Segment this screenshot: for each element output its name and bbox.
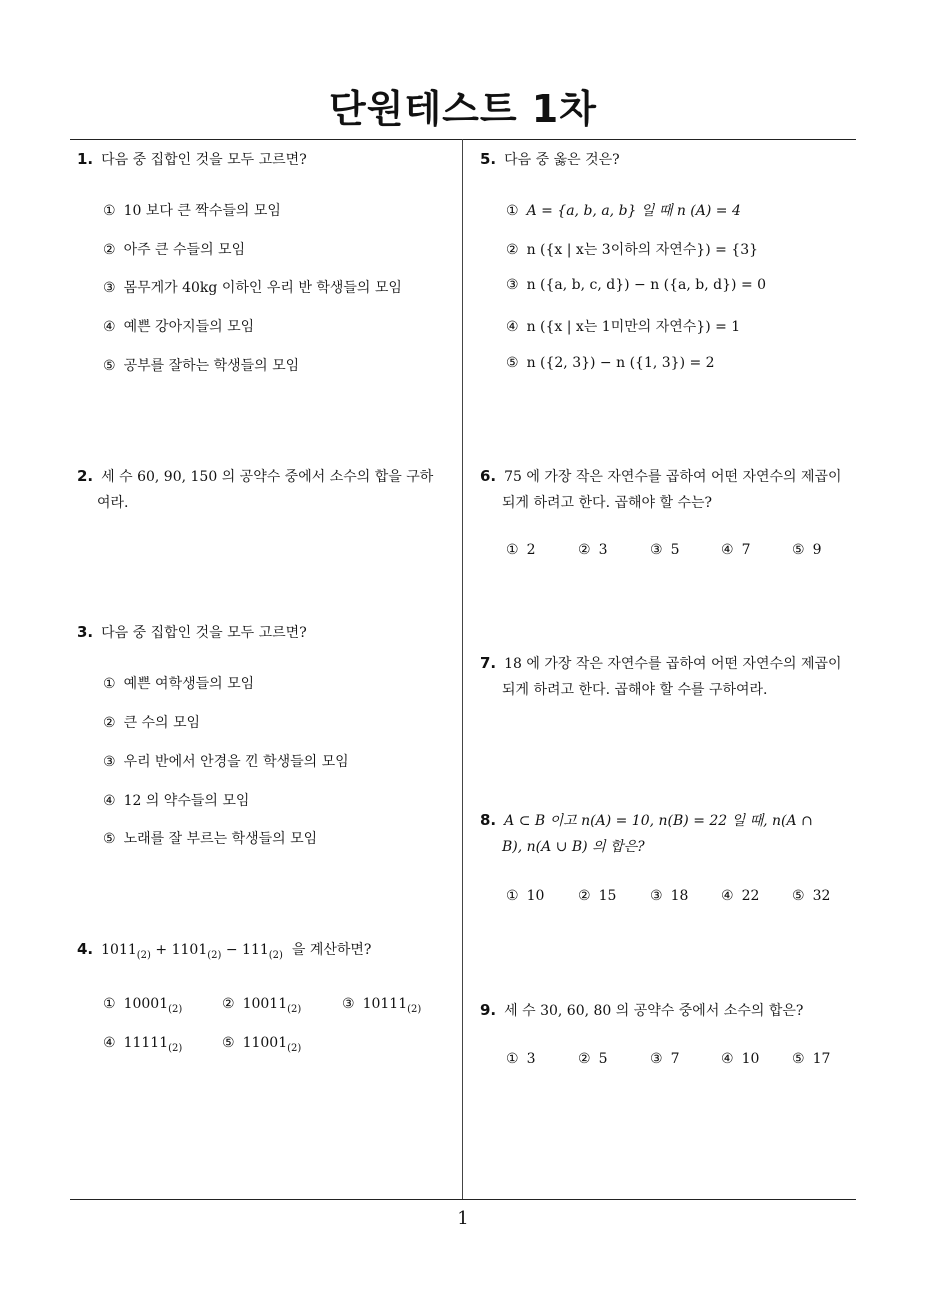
- option-mark: ④: [103, 793, 116, 809]
- q4-option-1[interactable]: [103, 996, 182, 1015]
- expr-term-3: 111: [242, 942, 269, 958]
- option-mark: ①: [506, 888, 519, 904]
- question-number: 2.: [77, 467, 94, 485]
- q6-option-4[interactable]: [721, 542, 750, 558]
- option-mark: ⑤: [792, 1051, 805, 1067]
- question-text-line1: A ⊂ B 이고 n(A) = 10, n(B) = 22 일 때, n(A ∩: [504, 813, 813, 829]
- question-4: [77, 936, 371, 969]
- option-mark: ④: [103, 1035, 116, 1051]
- q1-option-2[interactable]: [103, 239, 245, 259]
- q4-option-3[interactable]: [342, 996, 421, 1015]
- question-number: 6.: [480, 467, 497, 485]
- option-text: 큰 수의 모임: [123, 715, 201, 731]
- option-text: 11111: [123, 1035, 169, 1051]
- expr-base: (2): [268, 949, 283, 961]
- question-number: 1.: [77, 150, 94, 168]
- option-mark: ③: [650, 888, 663, 904]
- q5-option-5[interactable]: [506, 355, 715, 371]
- option-text: 예쁜 강아지들의 모임: [123, 319, 255, 335]
- option-text: 우리 반에서 안경을 낀 학생들의 모임: [123, 754, 349, 770]
- bottom-rule: [70, 1199, 856, 1200]
- option-text: 2: [526, 542, 536, 558]
- question-text-line2: 되게 하려고 한다. 곱해야 할 수는?: [502, 495, 713, 511]
- q9-option-2[interactable]: [578, 1051, 607, 1067]
- question-text: 을 계산하면?: [291, 942, 372, 958]
- q3-option-5[interactable]: [103, 828, 317, 848]
- question-text: 다음 중 집합인 것을 모두 고르면?: [101, 152, 307, 168]
- question-text-line1: 18 에 가장 작은 자연수를 곱하여 어떤 자연수의 제곱이: [504, 656, 842, 672]
- option-mark: ②: [103, 715, 116, 731]
- question-2: [77, 463, 457, 516]
- option-mark: ②: [506, 242, 519, 258]
- option-mark: ④: [721, 1051, 734, 1067]
- option-mark: ⑤: [103, 358, 116, 374]
- question-number: 5.: [480, 150, 497, 168]
- question-number: 4.: [77, 940, 94, 958]
- q4-option-4[interactable]: [103, 1035, 182, 1054]
- option-mark: ①: [103, 203, 116, 219]
- question-number: 8.: [480, 811, 497, 829]
- q9-option-5[interactable]: [792, 1051, 830, 1067]
- q8-option-3[interactable]: [650, 888, 688, 904]
- q8-option-1[interactable]: [506, 888, 544, 904]
- q8-option-5[interactable]: [792, 888, 830, 904]
- q6-option-5[interactable]: [792, 542, 821, 558]
- q9-option-3[interactable]: [650, 1051, 679, 1067]
- option-mark: ⑤: [506, 355, 519, 371]
- question-text-line2: B), n(A ∪ B) 의 합은?: [502, 839, 645, 855]
- option-text: n ({x | x는 1미만의 자연수}) = 1: [526, 319, 741, 335]
- question-number: 7.: [480, 654, 497, 672]
- option-mark: ⑤: [222, 1035, 235, 1051]
- q6-option-1[interactable]: [506, 542, 535, 558]
- q4-option-5[interactable]: [222, 1035, 301, 1054]
- question-text: 다음 중 집합인 것을 모두 고르면?: [101, 625, 307, 641]
- question-number: 9.: [480, 1001, 497, 1019]
- option-base: (2): [407, 1003, 422, 1015]
- option-text: 17: [812, 1051, 831, 1067]
- option-text: 노래를 잘 부르는 학생들의 모임: [123, 831, 318, 847]
- page-title: 단원테스트 1차: [329, 87, 597, 131]
- question-text-line1: 75 에 가장 작은 자연수를 곱하여 어떤 자연수의 제곱이: [504, 469, 842, 485]
- question-text-line1: 세 수 60, 90, 150 의 공약수 중에서 소수의 합을 구하: [101, 469, 434, 485]
- option-text: 5: [598, 1051, 608, 1067]
- option-mark: ②: [103, 242, 116, 258]
- option-mark: ③: [650, 1051, 663, 1067]
- q5-option-1[interactable]: [506, 200, 741, 220]
- option-text: 10 보다 큰 짝수들의 모임: [123, 203, 281, 219]
- q3-option-1[interactable]: [103, 673, 254, 693]
- option-text: 3: [526, 1051, 536, 1067]
- question-number: 3.: [77, 623, 94, 641]
- q8-option-2[interactable]: [578, 888, 616, 904]
- q3-option-2[interactable]: [103, 712, 200, 732]
- question-5: [480, 146, 620, 173]
- question-9: [480, 997, 803, 1024]
- option-mark: ①: [506, 542, 519, 558]
- question-8: [480, 807, 860, 860]
- option-mark: ⑤: [103, 831, 116, 847]
- q3-option-3[interactable]: [103, 751, 349, 771]
- question-text-line2: 되게 하려고 한다. 곱해야 할 수를 구하여라.: [502, 682, 768, 698]
- q5-option-3[interactable]: [506, 277, 766, 293]
- q6-option-3[interactable]: [650, 542, 679, 558]
- option-mark: ③: [103, 280, 116, 296]
- option-mark: ③: [506, 277, 519, 293]
- question-1: [77, 146, 307, 173]
- option-text: 10: [741, 1051, 760, 1067]
- option-text: 12 의 약수들의 모임: [123, 793, 250, 809]
- option-mark: ④: [721, 888, 734, 904]
- option-text: 5: [670, 542, 680, 558]
- option-mark: ③: [650, 542, 663, 558]
- option-base: (2): [168, 1003, 183, 1015]
- option-mark: ①: [103, 676, 116, 692]
- option-text: 15: [598, 888, 617, 904]
- option-text: 10011: [242, 996, 288, 1012]
- option-mark: ②: [578, 1051, 591, 1067]
- option-text: A = {a, b, a, b} 일 때 n (A) = 4: [526, 203, 741, 219]
- q3-option-4[interactable]: [103, 790, 249, 810]
- option-text: 10111: [362, 996, 408, 1012]
- option-mark: ②: [578, 542, 591, 558]
- option-text: n ({x | x는 3이하의 자연수}) = {3}: [526, 242, 759, 258]
- option-text: 7: [741, 542, 751, 558]
- top-rule: [70, 139, 856, 140]
- q1-option-5[interactable]: [103, 355, 299, 375]
- option-base: (2): [168, 1042, 183, 1054]
- option-text: 몸무게가 40kg 이하인 우리 반 학생들의 모임: [123, 280, 402, 296]
- option-text: 22: [741, 888, 760, 904]
- q4-option-2[interactable]: [222, 996, 301, 1015]
- option-mark: ⑤: [792, 542, 805, 558]
- option-text: 9: [812, 542, 822, 558]
- question-text: 세 수 30, 60, 80 의 공약수 중에서 소수의 합은?: [504, 1003, 804, 1019]
- q6-option-2[interactable]: [578, 542, 607, 558]
- option-text: 10: [526, 888, 545, 904]
- option-mark: ①: [506, 1051, 519, 1067]
- q9-option-4[interactable]: [721, 1051, 759, 1067]
- option-mark: ④: [103, 319, 116, 335]
- option-text: 10001: [123, 996, 169, 1012]
- q5-option-4[interactable]: [506, 316, 740, 336]
- q1-option-1[interactable]: [103, 200, 281, 220]
- question-6: [480, 463, 860, 516]
- option-text: 3: [598, 542, 608, 558]
- option-text: 7: [670, 1051, 680, 1067]
- option-text: 32: [812, 888, 831, 904]
- option-mark: ①: [103, 996, 116, 1012]
- page-number: 1: [457, 1208, 469, 1229]
- option-base: (2): [287, 1003, 302, 1015]
- option-mark: ④: [506, 319, 519, 335]
- q5-option-2[interactable]: [506, 239, 758, 259]
- option-text: 예쁜 여학생들의 모임: [123, 676, 255, 692]
- option-text: 공부를 잘하는 학생들의 모임: [123, 358, 300, 374]
- expr-term-2: 1101: [171, 942, 208, 958]
- column-divider: [462, 139, 463, 1200]
- q1-option-3[interactable]: [103, 277, 402, 297]
- expr-base: (2): [136, 949, 151, 961]
- option-mark: ②: [578, 888, 591, 904]
- option-text: n ({2, 3}) − n ({1, 3}) = 2: [526, 355, 715, 371]
- expr-term-1: 1011: [101, 942, 137, 958]
- question-7: [480, 650, 860, 703]
- question-3: [77, 619, 307, 646]
- expression: $1011_{(2)} + 1101_{(2)} - 111_{(2)}$: [101, 942, 283, 961]
- option-mark: ③: [103, 754, 116, 770]
- option-text: n ({a, b, c, d}) − n ({a, b, d}) = 0: [526, 277, 767, 293]
- option-text: 11001: [242, 1035, 288, 1051]
- q9-option-1[interactable]: [506, 1051, 535, 1067]
- option-mark: ①: [506, 203, 519, 219]
- q8-option-4[interactable]: [721, 888, 759, 904]
- question-text: 다음 중 옳은 것은?: [504, 152, 620, 168]
- q1-option-4[interactable]: [103, 316, 254, 336]
- option-mark: ③: [342, 996, 355, 1012]
- option-text: 아주 큰 수들의 모임: [123, 242, 246, 258]
- question-text-line2: 여라.: [97, 495, 129, 511]
- expr-base: (2): [207, 949, 222, 961]
- option-mark: ⑤: [792, 888, 805, 904]
- option-text: 18: [670, 888, 689, 904]
- option-mark: ②: [222, 996, 235, 1012]
- option-mark: ④: [721, 542, 734, 558]
- option-base: (2): [287, 1042, 302, 1054]
